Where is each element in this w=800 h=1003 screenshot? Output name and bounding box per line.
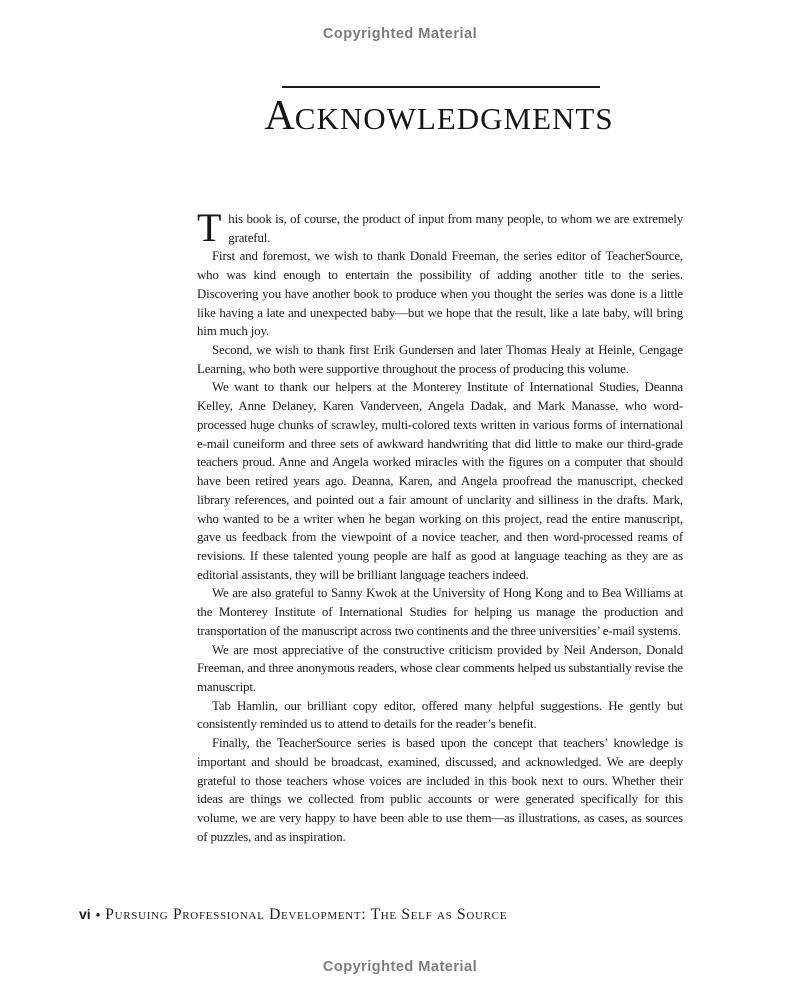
title-initial-letter: A xyxy=(264,93,295,139)
title-rule xyxy=(282,86,600,88)
bullet-separator: • xyxy=(95,907,101,922)
paragraph-opening xyxy=(197,205,683,250)
copyright-notice-top: Copyrighted Material xyxy=(322,26,478,42)
drop-cap: T xyxy=(197,205,222,250)
page-footer xyxy=(79,906,507,924)
page-title xyxy=(239,94,639,141)
copyright-notice-bottom: Copyrighted Material xyxy=(322,959,478,975)
body-text xyxy=(197,205,683,846)
paragraph: We want to thank our helpers at the Monterey Institute of International Studies, Deanna Kelley, Anne Delaney, Karen Vanderveen, Angela Dadak, and Mark Manasse, who word-processed huge chunks of scrawley, multi-colored texts written in various forms of international e-mail cuneiform and three sets of awkward handwriting that did little to make our third-grade teachers proud. Anne and Angela worked miracles with the figures on a computer that should have been retired years ago. Deanna, Karen, and Angela proofread the manuscript, checked library references, and pointed out a fair amount of unclarity and silliness in the drafts. Mark, who wanted to be a writer when he began working on this project, read the entire manuscript, gave us feedback from the viewpoint of a novice teacher, and then word-processed reams of revisions. If these talented young people are half as good at language teaching as they are as editorial assistants, they will be brilliant language teachers indeed. xyxy=(197,380,683,582)
paragraph: Finally, the TeacherSource series is based upon the concept that teachers’ knowledge is important and should be broadcast, examined, discussed, and acknowledged. We are deeply grateful to those teachers whose voices are included in this book next to ours. Whether their ideas are things we collected from public accounts or were generated specifically for this volume, we are very happy to have been able to use them—as illustrations, as cases, as sources of puzzles, and as inspiration. xyxy=(197,736,683,844)
paragraph-text: his book is, of course, the product of input from many people, to whom we are extremely grateful. xyxy=(228,212,683,245)
running-book-title: Pursuing Professional Development: The Self as Source xyxy=(105,906,508,923)
title-rest: CKNOWLEDGMENTS xyxy=(294,101,614,136)
page-number: vi xyxy=(79,906,91,922)
paragraph: We are also grateful to Sanny Kwok at the University of Hong Kong and to Bea Williams at the Monterey Institute of International Studies for helping us manage the production and transportation of the manuscript across two continents and the three universities’ e-mail systems. xyxy=(197,586,683,638)
paragraph: Second, we wish to thank first Erik Gundersen and later Thomas Healy at Heinle, Cengage Learning, who both were supportive throughout the process of producing this volume. xyxy=(197,343,683,376)
paragraph: We are most appreciative of the constructive criticism provided by Neil Anderson, Donald Freeman, and three anonymous readers, whose clear comments helped us substantially revise the manuscript. xyxy=(197,642,683,694)
paragraph: First and foremost, we wish to thank Donald Freeman, the series editor of TeacherSource, who was kind enough to entertain the possibility of adding another title to the series. Discovering you have another book to produce when you thought the series was done is a little like having a late and unexpected baby—but we hope that the result, like a late baby, will bring him much joy. xyxy=(197,249,683,339)
paragraph: Tab Hamlin, our brilliant copy editor, offered many helpful suggestions. He gently but consistently reminded us to attend to details for the reader’s benefit. xyxy=(197,698,683,732)
